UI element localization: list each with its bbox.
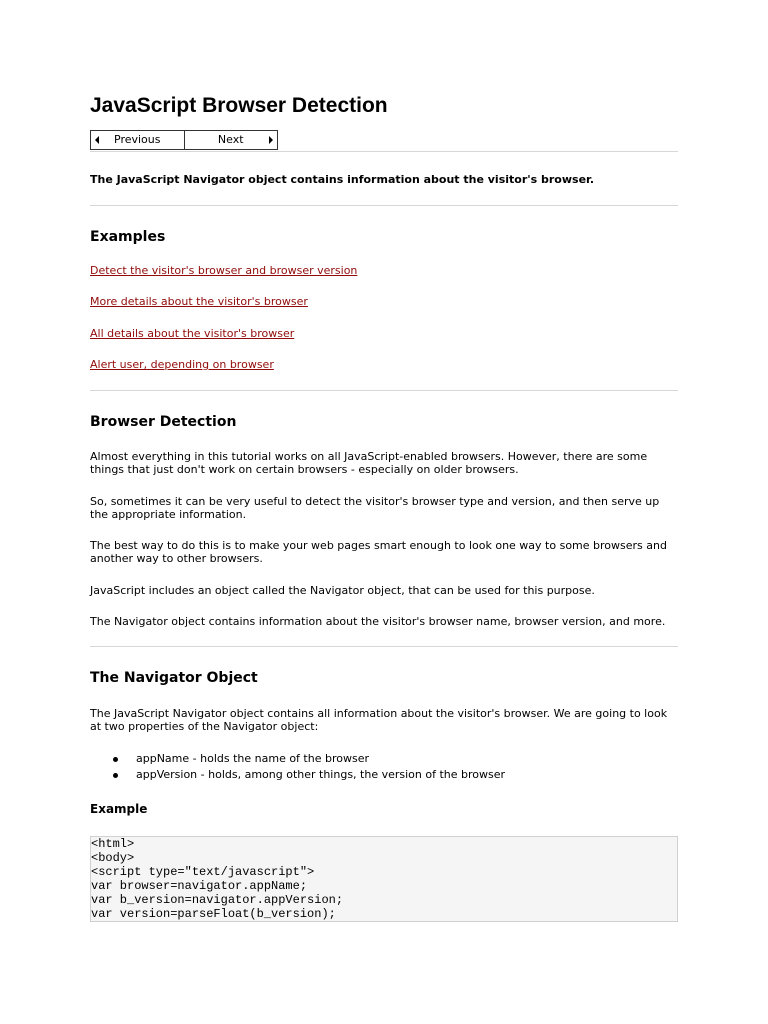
code-line: <html> <box>91 837 135 851</box>
bullet-icon <box>113 757 118 762</box>
code-line: var browser=navigator.appName; <box>91 879 308 893</box>
paragraph: The Navigator object contains information about the visitor's browser name, browser version, and more. <box>90 615 666 628</box>
examples-heading: Examples <box>90 229 166 245</box>
divider <box>90 390 678 391</box>
code-line: var version=parseFloat(b_version); <box>91 907 336 921</box>
divider <box>90 205 678 206</box>
divider <box>90 151 678 152</box>
code-line: var b_version=navigator.appVersion; <box>91 893 344 907</box>
arrow-left-icon <box>95 136 99 144</box>
code-line: <body> <box>91 851 135 865</box>
example-link-more-details[interactable]: More details about the visitor's browser <box>90 295 308 308</box>
paragraph: Almost everything in this tutorial works on all JavaScript-enabled browsers. However, there are some things that just don't work on certain browsers - especially on older browsers. <box>90 450 648 476</box>
divider <box>90 646 678 647</box>
browser-detection-heading: Browser Detection <box>90 414 237 430</box>
next-label: Next <box>217 133 244 146</box>
list-item-text: appName - holds the name of the browser <box>136 752 369 765</box>
list-item-text: appVersion - holds, among other things, the version of the browser <box>136 768 506 781</box>
paragraph: The best way to do this is to make your web pages smart enough to look one way to some browsers and another way to other browsers. <box>90 539 667 565</box>
paragraph: JavaScript includes an object called the Navigator object, that can be used for this purpose. <box>90 584 595 597</box>
previous-button[interactable] <box>91 131 184 149</box>
example-link-detect-browser[interactable]: Detect the visitor's browser and browser version <box>90 264 358 277</box>
code-example <box>90 836 678 922</box>
list-item <box>90 751 505 767</box>
example-link-all-details[interactable]: All details about the visitor's browser <box>90 327 295 340</box>
example-heading: Example <box>90 802 148 816</box>
previous-label: Previous <box>114 133 161 146</box>
arrow-right-icon <box>269 136 273 144</box>
example-link-alert-user[interactable]: Alert user, depending on browser <box>90 358 274 371</box>
properties-list <box>90 751 505 783</box>
navigator-object-heading: The Navigator Object <box>90 670 258 686</box>
list-item <box>90 767 505 783</box>
prev-next-nav <box>90 130 278 150</box>
paragraph: The JavaScript Navigator object contains all information about the visitor's browser. We are going to look at two properties of the Navigator object: <box>90 707 668 733</box>
intro-text: The JavaScript Navigator object contains information about the visitor's browser. <box>90 173 595 186</box>
bullet-icon <box>113 773 118 778</box>
page-title: JavaScript Browser Detection <box>90 94 388 117</box>
next-button[interactable] <box>184 131 278 149</box>
paragraph: So, sometimes it can be very useful to detect the visitor's browser type and version, and then serve up the appropriate information. <box>90 495 660 521</box>
code-line: <script type="text/javascript"> <box>91 865 315 879</box>
